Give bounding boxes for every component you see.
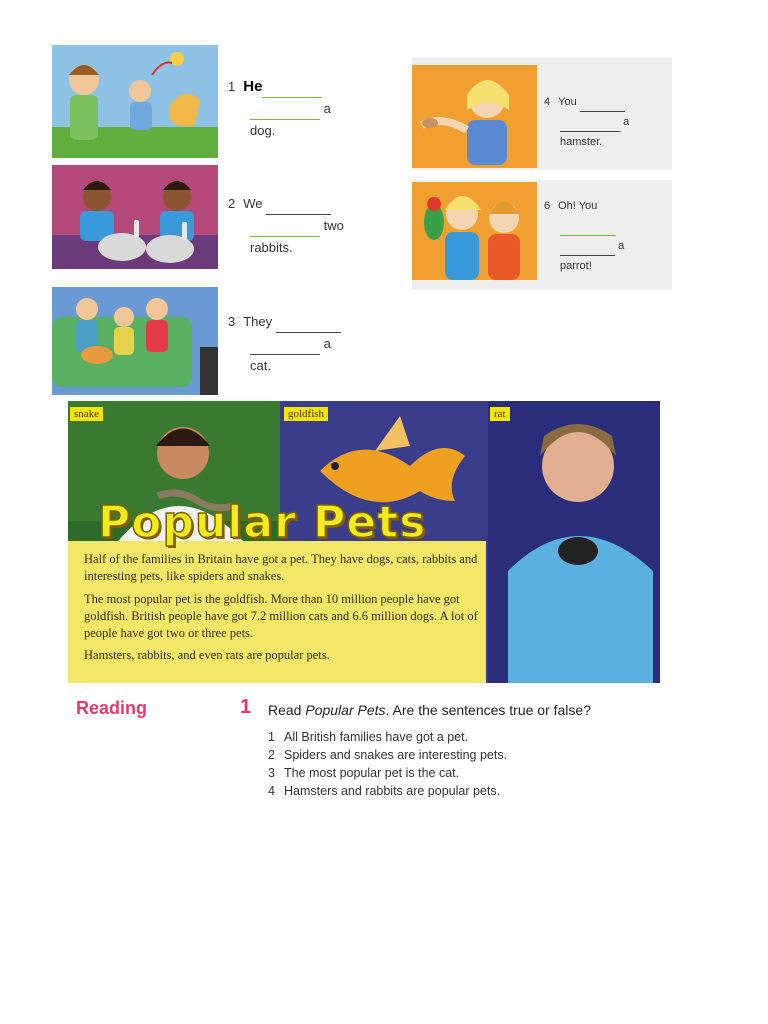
exercise-3: 3 They a cat.	[228, 311, 368, 377]
exercise-6-card	[412, 180, 672, 290]
reading-instruction: Read Popular Pets. Are the sentences true or false?	[268, 702, 591, 718]
exercise-4: 4 You a hamster.	[544, 96, 630, 148]
exercise-4-card	[412, 58, 672, 170]
reading-heading: Reading	[76, 698, 148, 718]
list-item: 1 All British families have got a pet.	[268, 730, 469, 744]
list-item: 2 Spiders and snakes are interesting pets.	[268, 748, 508, 762]
answer-blank[interactable]	[560, 221, 615, 236]
article-text-box	[68, 541, 486, 683]
popular-pets-banner	[68, 401, 660, 683]
answer-blank[interactable]	[262, 83, 322, 98]
photo-boy-rat	[488, 401, 660, 683]
answer-blank[interactable]	[580, 97, 625, 112]
exercise-number: 1	[240, 696, 252, 718]
illustration-children-rabbits	[52, 165, 218, 269]
answer-blank[interactable]	[250, 222, 320, 237]
illustration-children-parrot	[412, 182, 537, 280]
answer-blank[interactable]	[266, 200, 331, 215]
article-paragraph: Half of the families in Britain have got a pet. They have dogs, cats, rabbits and interesting pets, like spiders and snakes.	[84, 552, 478, 583]
true-false-list	[268, 728, 507, 800]
illustration-girl-hamster	[412, 65, 537, 168]
article-paragraph: The most popular pet is the goldfish. More than 10 million people have got goldfish. British people have got 7.2 million cats and 6.6 million dogs. A lot of people have got two or three pets.	[84, 592, 478, 640]
answer-blank[interactable]	[276, 318, 341, 333]
exercise-2: 2 We two rabbits.	[228, 196, 344, 255]
exercise-1: 1 He a dog.	[228, 78, 331, 138]
list-item: 3 The most popular pet is the cat.	[268, 766, 460, 780]
answer-blank[interactable]	[560, 117, 620, 132]
label-goldfish: goldfish	[284, 407, 328, 421]
answer-blank[interactable]	[250, 340, 320, 355]
exercise-6: 6 Oh! You a parrot!	[544, 200, 625, 272]
illustration-boy-dog	[52, 45, 218, 158]
label-rat: rat	[490, 407, 510, 421]
article-paragraph: Hamsters, rabbits, and even rats are popular pets.	[84, 648, 330, 662]
answer-blank[interactable]	[560, 241, 615, 256]
illustration-family-cat	[52, 287, 218, 395]
list-item: 4 Hamsters and rabbits are popular pets.	[268, 784, 501, 798]
banner-title: Popular Pets	[98, 497, 427, 548]
label-snake: snake	[70, 407, 103, 421]
answer-blank[interactable]	[250, 105, 320, 120]
